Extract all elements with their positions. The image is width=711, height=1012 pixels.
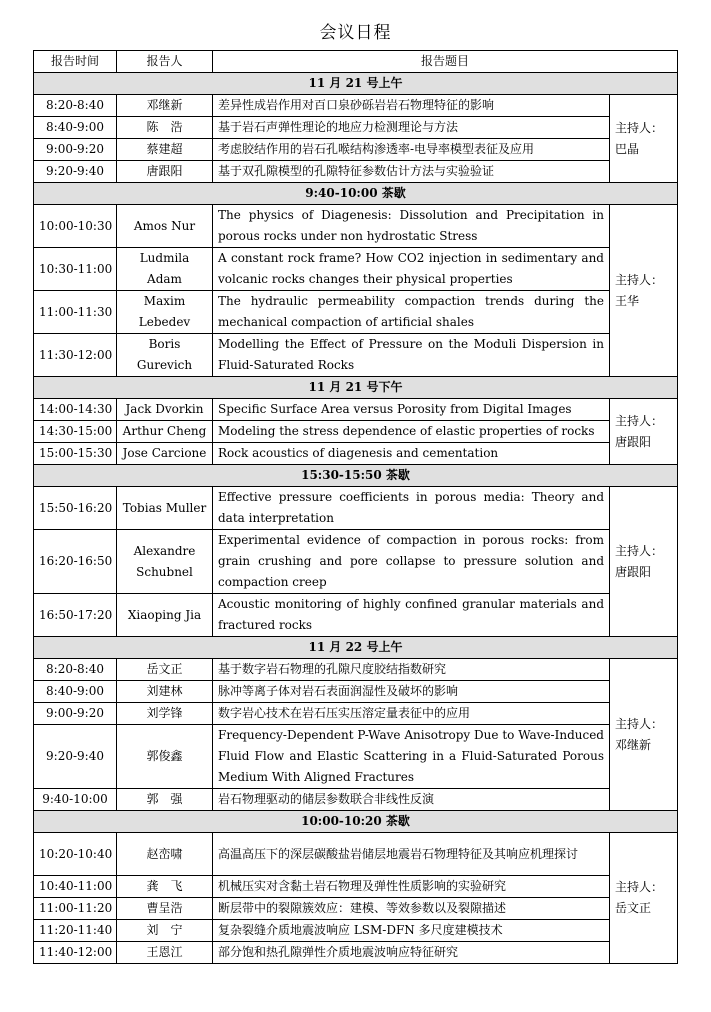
talk-topic: 机械压实对含黏土岩石物理及弹性性质影响的实验研究 (213, 876, 610, 898)
table-row (34, 920, 678, 942)
talk-topic: 基于岩石声弹性理论的地应力检测理论与方法 (213, 117, 610, 139)
page-title: 会议日程 (319, 23, 392, 43)
section-header (34, 377, 678, 399)
talk-topic: 岩石物理驱动的储层参数联合非线性反演 (213, 789, 610, 811)
talk-speaker: 龚 飞 (117, 876, 213, 898)
table-row (34, 876, 678, 898)
table-row (34, 594, 678, 637)
talk-speaker: Arthur Cheng (117, 421, 213, 443)
talk-speaker: 刘学锋 (117, 703, 213, 725)
talk-topic: A constant rock frame? How CO2 injection in sedimentary and volcanic rocks changes their physical properties (213, 248, 610, 291)
talk-speaker: 岳文正 (117, 659, 213, 681)
section-label: 11 月 22 号上午 (34, 637, 678, 659)
header-time: 报告时间 (34, 51, 117, 73)
talk-topic: Specific Surface Area versus Porosity from Digital Images (213, 399, 610, 421)
talk-time: 9:20-9:40 (34, 161, 117, 183)
talk-topic: 部分饱和热孔隙弹性介质地震波响应特征研究 (213, 942, 610, 964)
talk-speaker: Tobias Muller (117, 487, 213, 530)
talk-time: 9:20-9:40 (34, 725, 117, 789)
table-row (34, 942, 678, 964)
talk-time: 8:40-9:00 (34, 681, 117, 703)
talk-topic: Rock acoustics of diagenesis and cementation (213, 443, 610, 465)
talk-time: 16:50-17:20 (34, 594, 117, 637)
talk-topic: 断层带中的裂隙簇效应：建模、等效参数以及裂隙描述 (213, 898, 610, 920)
talk-speaker: Maxim Lebedev (117, 291, 213, 334)
talk-speaker: 陈 浩 (117, 117, 213, 139)
session-chair: 主持人：巴晶 (610, 95, 678, 183)
talk-time: 10:40-11:00 (34, 876, 117, 898)
table-row (34, 681, 678, 703)
talk-time: 15:50-16:20 (34, 487, 117, 530)
talk-speaker: 赵峦啸 (117, 833, 213, 876)
talk-time: 9:00-9:20 (34, 703, 117, 725)
section-header (34, 465, 678, 487)
table-row (34, 139, 678, 161)
section-label: 11 月 21 号下午 (34, 377, 678, 399)
talk-topic: 差异性成岩作用对百口泉砂砾岩岩石物理特征的影响 (213, 95, 610, 117)
section-header (34, 73, 678, 95)
section-header (34, 811, 678, 833)
talk-topic: The physics of Diagenesis: Dissolution and Precipitation in porous rocks under non hydrostatic Stress (213, 205, 610, 248)
talk-speaker: 刘 宁 (117, 920, 213, 942)
table-row (34, 421, 678, 443)
table-row (34, 487, 678, 530)
talk-speaker: 刘建林 (117, 681, 213, 703)
session-chair: 主持人：唐跟阳 (610, 399, 678, 465)
table-row (34, 659, 678, 681)
table-row (34, 161, 678, 183)
talk-speaker: 邓继新 (117, 95, 213, 117)
talk-topic: Acoustic monitoring of highly confined granular materials and fractured rocks (213, 594, 610, 637)
talk-time: 10:00-10:30 (34, 205, 117, 248)
header-speaker: 报告人 (117, 51, 213, 73)
talk-topic: 复杂裂缝介质地震波响应 LSM-DFN 多尺度建模技术 (213, 920, 610, 942)
talk-speaker: 王恩江 (117, 942, 213, 964)
session-chair: 主持人：邓继新 (610, 659, 678, 811)
section-header (34, 183, 678, 205)
talk-topic: Effective pressure coefficients in porous media: Theory and data interpretation (213, 487, 610, 530)
talk-topic: 高温高压下的深层碳酸盐岩储层地震岩石物理特征及其响应机理探讨 (213, 833, 610, 876)
talk-time: 8:40-9:00 (34, 117, 117, 139)
talk-time: 14:00-14:30 (34, 399, 117, 421)
table-row (34, 291, 678, 334)
table-row (34, 248, 678, 291)
talk-topic: 考虑胶结作用的岩石孔喉结构渗透率-电导率模型表征及应用 (213, 139, 610, 161)
table-row (34, 789, 678, 811)
talk-topic: Modeling the stress dependence of elastic properties of rocks (213, 421, 610, 443)
talk-time: 11:00-11:20 (34, 898, 117, 920)
talk-speaker: Amos Nur (117, 205, 213, 248)
section-label: 9:40-10:00 茶歇 (34, 183, 678, 205)
talk-topic: 基于数字岩石物理的孔隙尺度胶结指数研究 (213, 659, 610, 681)
talk-speaker: Jose Carcione (117, 443, 213, 465)
talk-speaker: 郭 强 (117, 789, 213, 811)
schedule-table (33, 50, 678, 964)
header-topic: 报告题目 (213, 51, 678, 73)
table-row (34, 117, 678, 139)
talk-time: 10:20-10:40 (34, 833, 117, 876)
talk-topic: Frequency-Dependent P-Wave Anisotropy Due to Wave-Induced Fluid Flow and Elastic Scattering in a Fluid-Saturated Porous Medium With Aligned Fractures (213, 725, 610, 789)
session-chair: 主持人：岳文正 (610, 833, 678, 964)
table-row (34, 334, 678, 377)
section-label: 15:30-15:50 茶歇 (34, 465, 678, 487)
section-label: 11 月 21 号上午 (34, 73, 678, 95)
talk-speaker: 郭俊鑫 (117, 725, 213, 789)
talk-speaker: Boris Gurevich (117, 334, 213, 377)
talk-time: 16:20-16:50 (34, 530, 117, 594)
talk-time: 11:00-11:30 (34, 291, 117, 334)
table-row (34, 399, 678, 421)
talk-topic: Modelling the Effect of Pressure on the Moduli Dispersion in Fluid-Saturated Rocks (213, 334, 610, 377)
session-chair: 主持人：王华 (610, 205, 678, 377)
talk-topic: 脉冲等离子体对岩石表面润湿性及破坏的影响 (213, 681, 610, 703)
table-row (34, 833, 678, 876)
talk-time: 8:20-8:40 (34, 659, 117, 681)
talk-time: 10:30-11:00 (34, 248, 117, 291)
talk-time: 9:00-9:20 (34, 139, 117, 161)
talk-speaker: 唐跟阳 (117, 161, 213, 183)
talk-speaker: 蔡建超 (117, 139, 213, 161)
talk-speaker: 曹呈浩 (117, 898, 213, 920)
talk-time: 11:20-11:40 (34, 920, 117, 942)
talk-time: 15:00-15:30 (34, 443, 117, 465)
talk-time: 9:40-10:00 (34, 789, 117, 811)
talk-time: 14:30-15:00 (34, 421, 117, 443)
talk-time: 8:20-8:40 (34, 95, 117, 117)
talk-topic: The hydraulic permeability compaction trends during the mechanical compaction of artificial shales (213, 291, 610, 334)
table-row (34, 725, 678, 789)
table-row (34, 703, 678, 725)
table-row (34, 898, 678, 920)
talk-speaker: Xiaoping Jia (117, 594, 213, 637)
section-label: 10:00-10:20 茶歇 (34, 811, 678, 833)
talk-topic: 基于双孔隙模型的孔隙特征参数估计方法与实验验证 (213, 161, 610, 183)
table-row (34, 443, 678, 465)
talk-topic: 数字岩心技术在岩石压实压溶定量表征中的应用 (213, 703, 610, 725)
talk-speaker: Alexandre Schubnel (117, 530, 213, 594)
talk-speaker: Ludmila Adam (117, 248, 213, 291)
section-header (34, 637, 678, 659)
talk-topic: Experimental evidence of compaction in porous rocks: from grain crushing and pore collapse to pressure solution and compaction creep (213, 530, 610, 594)
table-row (34, 95, 678, 117)
table-row (34, 205, 678, 248)
talk-time: 11:40-12:00 (34, 942, 117, 964)
talk-time: 11:30-12:00 (34, 334, 117, 377)
talk-speaker: Jack Dvorkin (117, 399, 213, 421)
header-row (34, 51, 678, 73)
session-chair: 主持人：唐跟阳 (610, 487, 678, 637)
table-row (34, 530, 678, 594)
